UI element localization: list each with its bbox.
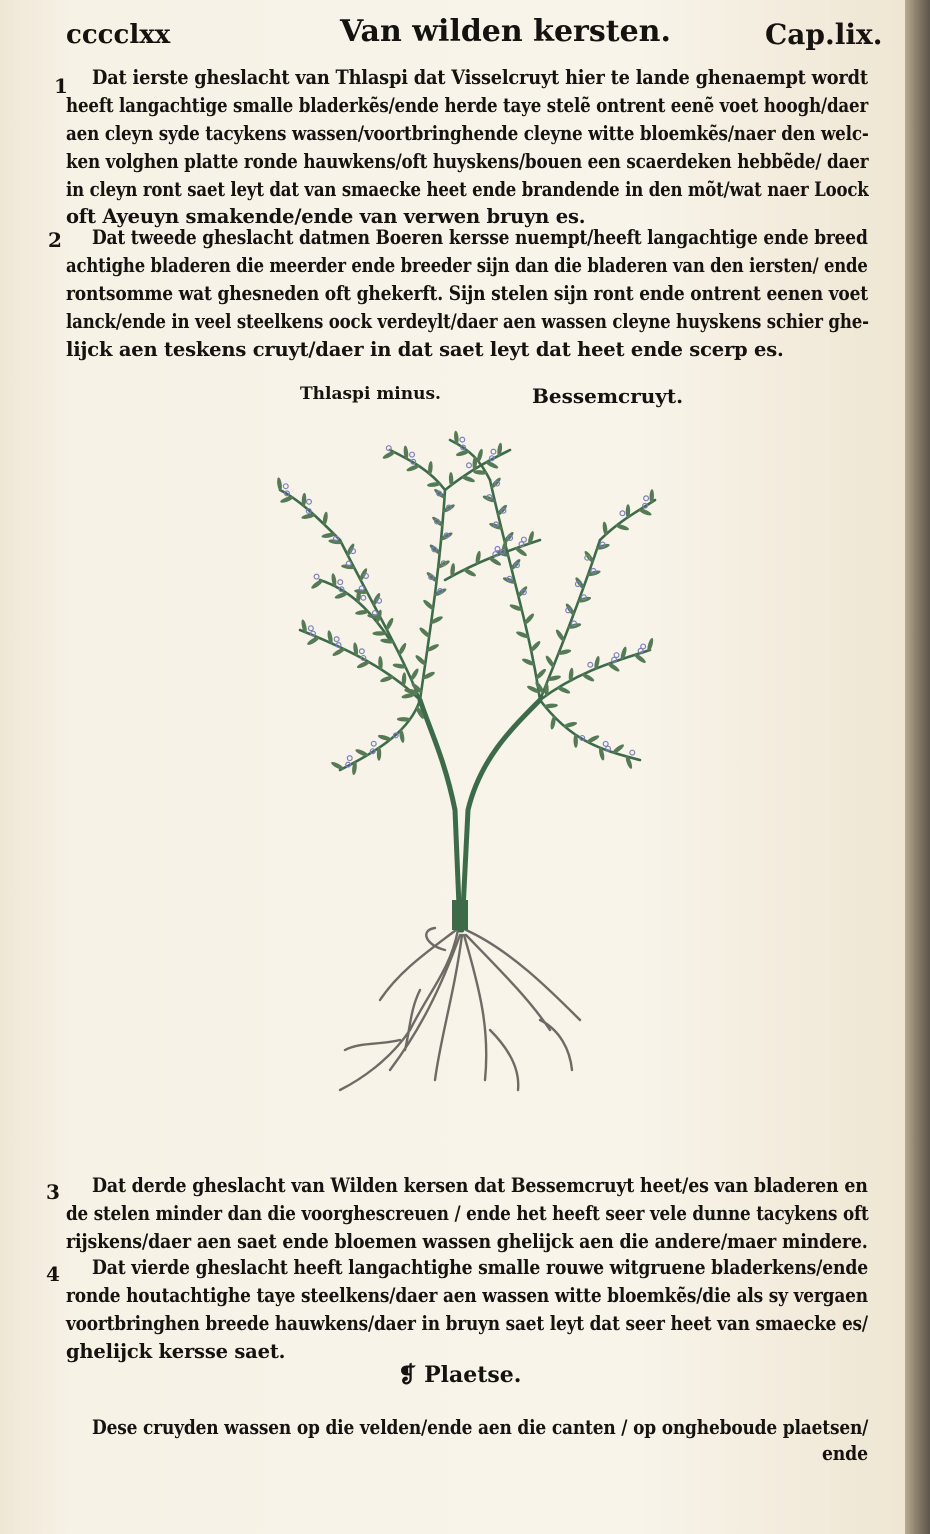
paragraph-number: 3 [46,1180,60,1204]
flower [620,511,625,516]
plant-flowers [283,437,648,767]
text-line: in cleyn ront saet leyt dat van smaecke heet ende brandende in den mõt/wat naer Loock [66,178,869,201]
paragraph-number: 4 [46,1262,60,1286]
leaf [310,578,324,590]
catchword: ende [822,1442,868,1465]
leaf [372,631,386,635]
text-line: ken volghen platte ronde hauwkens/oft huyskens/bouen een scaerdeken hebbẽde/ daer [66,150,869,173]
stem-base [452,900,468,930]
root-line [490,1030,518,1090]
leaf [332,647,346,658]
stem-line [445,450,510,490]
flower [410,452,415,457]
text-line: Dat vierde gheslacht heeft langachtighe smalle rouwe witgruene bladerkens/ende [92,1256,868,1279]
root-line [340,930,458,1090]
root-line [435,935,462,1080]
plant-roots [340,928,580,1090]
plant-leaves [276,431,654,776]
leaf [276,477,282,491]
text-line: Dat tweede gheslacht datmen Boeren kersse nuempt/heeft langachtige ende breed [92,226,868,249]
leaf [379,675,394,684]
text-line: oft Ayeuyn smakende/ende van verwen bruyn es. [66,205,586,228]
stem-line [540,700,640,760]
flower [361,595,366,600]
paragraph-number: 1 [54,74,68,98]
text-line: aen cleyn syde tacykens wassen/voortbringhende cleyne witte bloemkẽs/naer den welc- [66,122,869,145]
flower [338,580,343,585]
flower [314,574,319,579]
flower [460,437,465,442]
leaf [581,672,595,683]
leaf [397,642,408,656]
text-line: de stelen minder dan die voorghescreuen / ende het heeft seer vele dunne tacykens oft [66,1202,869,1225]
paragraph-number: 2 [48,228,62,252]
text-line: Dat ierste gheslacht van Thlaspi dat Visselcruyt hier te lande ghenaempt wordt [92,66,868,89]
root-line [466,930,580,1020]
flower [522,537,527,542]
figure-caption-dutch: Bessemcruyt. [532,384,684,408]
leaf [384,617,394,631]
plant-stems [280,440,655,930]
text-line: lanck/ende in veel steelkens oock verdeylt/daer aen wassen cleyne huyskens schier ghe- [66,310,869,333]
section-heading [398,1362,521,1388]
leaf [638,507,653,517]
stem-line [340,540,420,700]
leaf [382,450,396,461]
flower [603,741,608,746]
pilcrow-mark: ❡ [398,1362,417,1388]
leaf [485,460,500,470]
text-line: ghelijck kersse saet. [66,1340,286,1363]
leaf [409,667,420,681]
leaf [355,748,370,758]
leaf [586,734,600,744]
figure-caption-latin: Thlaspi minus. [300,384,441,404]
text-line: lijck aen teskens cruyt/daer in dat saet leyt dat heet ende scerp es. [66,338,784,361]
flower [644,496,649,501]
root-line [380,930,456,1000]
stem-line [420,490,445,700]
text-line: achtighe bladeren die meerder ende breeder sijn dan die bladeren van den iersten/ ende [66,254,868,277]
flower [467,463,472,468]
running-title: Van wilden kersten. [340,14,671,49]
text-line: ronde houtachtighe taye steelkens/daer aen wassen witte bloemkẽs/die als sy vergaen [66,1284,868,1307]
stem-line [320,580,390,640]
stem-line [462,700,540,930]
flower [630,750,635,755]
flower [308,626,313,631]
flower [371,741,376,746]
section-heading-text: Plaetse. [424,1362,522,1388]
text-line: Dat derde gheslacht van Wilden kersen dat Bessemcruyt heet/es van bladeren en [92,1174,868,1197]
flower [334,637,339,642]
folio-number: cccclxx [66,20,171,50]
page-gutter [905,0,930,1534]
flower [614,653,619,658]
flower [347,756,352,761]
text-line: voortbringhen breede hauwkens/daer in bruyn saet leyt dat seer heet van smaecke es/ [66,1312,868,1335]
stem-line [490,480,540,700]
leaf [461,474,476,483]
flower [588,662,593,667]
leaf [556,685,571,695]
root-line [345,1040,400,1050]
leaf [356,660,371,670]
text-line: Dese cruyden wassen op die velden/ende aen die canten / op ongheboude plaetsen/ [92,1416,869,1439]
text-line: rontsomme wat ghesneden oft ghekerft. Sijn stelen sijn ront ende ontrent eenen voet [66,282,869,305]
chapter-number: Cap.lix. [765,18,883,51]
flower [491,449,496,454]
flower [283,484,288,489]
root-line [466,935,550,1030]
root-line [540,1020,572,1070]
flower [641,644,646,649]
leaf [330,761,344,771]
stem-line [420,700,460,930]
flower [307,499,312,504]
root-line [464,935,486,1080]
leaf [397,717,411,722]
root-line [405,990,420,1050]
flower [359,649,364,654]
leaf [462,567,476,578]
text-line: heeft langachtige smalle bladerkẽs/ende herde taye stelẽ ontrent eenẽ voet hoogh/daer [66,94,869,117]
plant-illustration [240,430,680,1130]
text-line: rijskens/daer aen saet ende bloemen wassen ghelijck aen die andere/maer mindere. [66,1230,868,1253]
